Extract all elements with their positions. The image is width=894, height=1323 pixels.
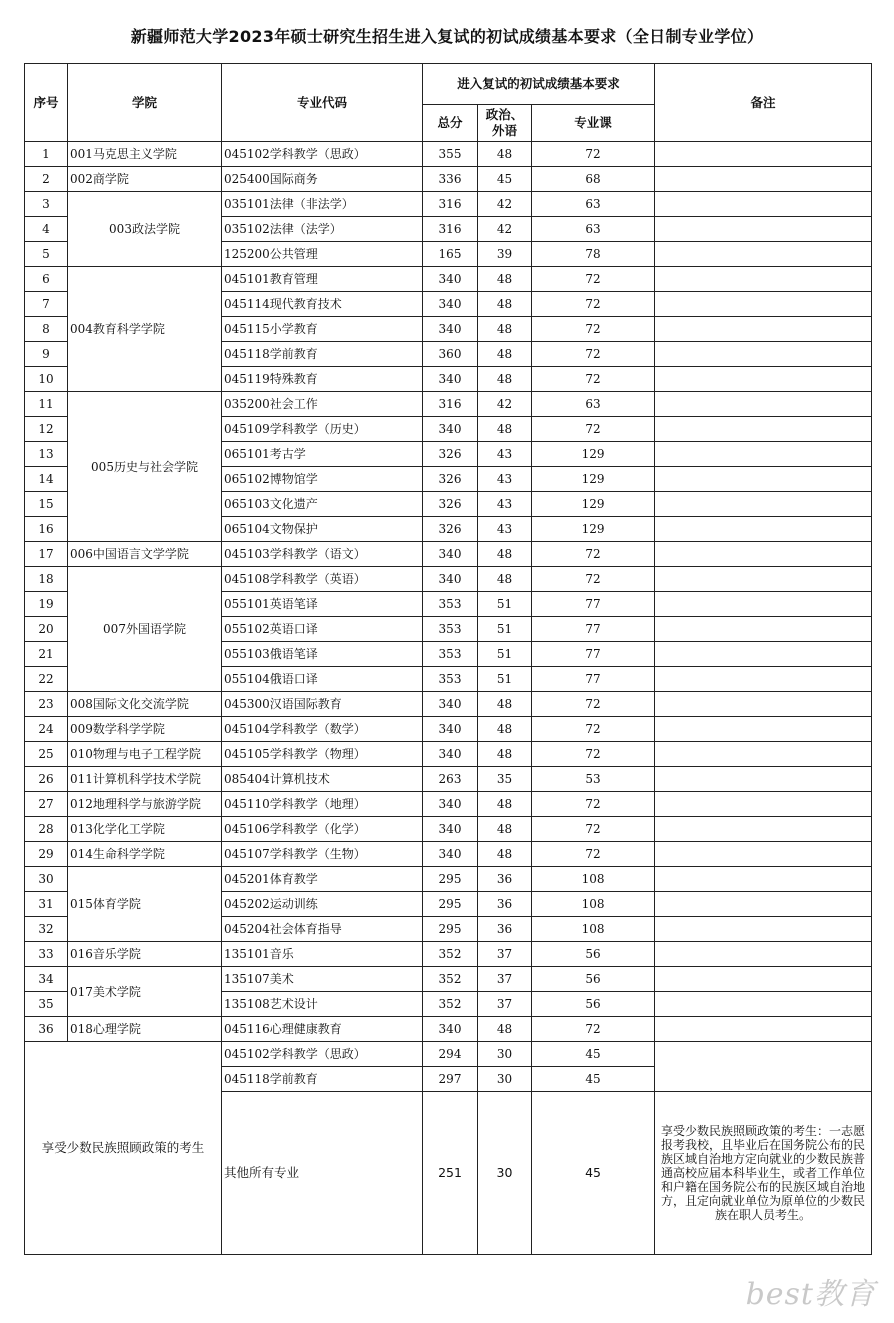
row-remark [655,617,872,642]
header-seq: 序号 [25,64,68,142]
row-seq: 23 [25,692,68,717]
row-seq: 17 [25,542,68,567]
row-major-course: 56 [532,967,655,992]
row-major-course: 72 [532,417,655,442]
row-major-course: 68 [532,167,655,192]
row-major-course: 72 [532,367,655,392]
row-major-course: 63 [532,192,655,217]
row-major-course: 78 [532,242,655,267]
table-row [25,692,872,717]
row-major-course: 56 [532,942,655,967]
row-total: 353 [423,592,478,617]
header-requirements: 进入复试的初试成绩基本要求 [423,64,655,105]
row-total: 165 [423,242,478,267]
row-remark [655,292,872,317]
row-major-code: 045105学科教学（物理） [222,742,423,767]
row-total: 295 [423,892,478,917]
minority-remark-empty [655,1042,872,1092]
minority-total: 297 [423,1067,478,1092]
row-seq: 30 [25,867,68,892]
row-seq: 6 [25,267,68,292]
row-college: 014生命科学学院 [68,842,222,867]
row-remark [655,542,872,567]
minority-politics-foreign: 30 [478,1092,532,1255]
minority-major-code: 其他所有专业 [222,1092,423,1255]
table-row [25,767,872,792]
row-major-code: 045102学科教学（思政） [222,142,423,167]
row-total: 336 [423,167,478,192]
row-remark [655,992,872,1017]
row-seq: 9 [25,342,68,367]
table-row [25,567,872,592]
row-politics-foreign: 42 [478,192,532,217]
row-major-course: 56 [532,992,655,1017]
row-remark [655,392,872,417]
header-major-code: 专业代码 [222,64,423,142]
row-college: 007外国语学院 [68,567,222,692]
row-seq: 11 [25,392,68,417]
row-major-course: 72 [532,742,655,767]
row-total: 326 [423,467,478,492]
row-major-code: 045119特殊教育 [222,367,423,392]
row-college: 001马克思主义学院 [68,142,222,167]
row-major-code: 045101教育管理 [222,267,423,292]
row-remark [655,442,872,467]
row-total: 352 [423,942,478,967]
row-major-course: 129 [532,492,655,517]
row-major-code: 065104文物保护 [222,517,423,542]
row-politics-foreign: 48 [478,792,532,817]
row-remark [655,517,872,542]
row-politics-foreign: 48 [478,567,532,592]
row-college: 013化学化工学院 [68,817,222,842]
row-seq: 7 [25,292,68,317]
row-total: 340 [423,317,478,342]
row-seq: 24 [25,717,68,742]
row-politics-foreign: 37 [478,967,532,992]
row-college: 009数学科学学院 [68,717,222,742]
row-remark [655,692,872,717]
row-seq: 22 [25,667,68,692]
row-total: 340 [423,417,478,442]
row-politics-foreign: 48 [478,1017,532,1042]
row-politics-foreign: 43 [478,517,532,542]
row-total: 355 [423,142,478,167]
minority-policy-note: 享受少数民族照顾政策的考生：一志愿报考我校，且毕业后在国务院公布的民族区域自治地方定向就业的少数民族普通高校应届本科毕业生，或者工作单位和户籍在国务院公布的民族区域自治地方，且定向就业单位为原单位的少数民族在职人员考生。 [655,1092,872,1255]
row-politics-foreign: 43 [478,467,532,492]
row-remark [655,167,872,192]
row-major-course: 72 [532,792,655,817]
table-row [25,1017,872,1042]
row-major-code: 065101考古学 [222,442,423,467]
row-major-code: 045116心理健康教育 [222,1017,423,1042]
row-major-course: 108 [532,867,655,892]
row-major-course: 129 [532,442,655,467]
row-seq: 33 [25,942,68,967]
row-total: 340 [423,542,478,567]
row-seq: 1 [25,142,68,167]
row-college: 004教育科学学院 [68,267,222,392]
row-major-code: 045202运动训练 [222,892,423,917]
header-politics-foreign: 政治、外语 [478,105,532,142]
table-row [25,792,872,817]
row-college: 010物理与电子工程学院 [68,742,222,767]
row-remark [655,717,872,742]
minority-row [25,1042,872,1067]
row-politics-foreign: 51 [478,667,532,692]
row-total: 340 [423,367,478,392]
row-seq: 32 [25,917,68,942]
row-politics-foreign: 37 [478,992,532,1017]
row-total: 326 [423,492,478,517]
row-seq: 35 [25,992,68,1017]
row-major-code: 045115小学教育 [222,317,423,342]
header-college: 学院 [68,64,222,142]
row-remark [655,242,872,267]
row-major-code: 045204社会体育指导 [222,917,423,942]
row-college: 018心理学院 [68,1017,222,1042]
row-politics-foreign: 48 [478,842,532,867]
table-body [25,142,872,1255]
header-total: 总分 [423,105,478,142]
row-politics-foreign: 43 [478,442,532,467]
row-seq: 27 [25,792,68,817]
table-row [25,817,872,842]
row-seq: 5 [25,242,68,267]
row-politics-foreign: 35 [478,767,532,792]
row-politics-foreign: 48 [478,317,532,342]
row-total: 340 [423,842,478,867]
row-politics-foreign: 37 [478,942,532,967]
row-major-code: 065103文化遗产 [222,492,423,517]
row-major-code: 045109学科教学（历史） [222,417,423,442]
row-college: 003政法学院 [68,192,222,267]
table-row [25,167,872,192]
table-row [25,392,872,417]
row-politics-foreign: 36 [478,917,532,942]
row-total: 360 [423,342,478,367]
row-politics-foreign: 48 [478,717,532,742]
row-remark [655,867,872,892]
row-remark [655,267,872,292]
row-remark [655,417,872,442]
row-total: 340 [423,692,478,717]
table-row [25,717,872,742]
row-seq: 18 [25,567,68,592]
row-remark [655,642,872,667]
row-major-course: 72 [532,342,655,367]
row-total: 295 [423,917,478,942]
row-politics-foreign: 36 [478,867,532,892]
row-remark [655,817,872,842]
row-major-code: 135108艺术设计 [222,992,423,1017]
table-row [25,867,872,892]
row-major-course: 72 [532,542,655,567]
row-major-course: 72 [532,692,655,717]
row-politics-foreign: 43 [478,492,532,517]
row-total: 316 [423,192,478,217]
minority-total: 251 [423,1092,478,1255]
row-major-course: 63 [532,217,655,242]
row-major-course: 77 [532,592,655,617]
row-remark [655,892,872,917]
row-politics-foreign: 48 [478,342,532,367]
row-total: 316 [423,392,478,417]
row-politics-foreign: 48 [478,692,532,717]
minority-major-course: 45 [532,1042,655,1067]
row-total: 352 [423,967,478,992]
row-college: 002商学院 [68,167,222,192]
row-major-code: 045103学科教学（语文） [222,542,423,567]
row-politics-foreign: 42 [478,392,532,417]
row-college: 016音乐学院 [68,942,222,967]
row-seq: 28 [25,817,68,842]
row-major-course: 108 [532,892,655,917]
row-remark [655,792,872,817]
row-major-code: 065102博物馆学 [222,467,423,492]
row-total: 326 [423,517,478,542]
row-remark [655,567,872,592]
row-remark [655,917,872,942]
row-remark [655,192,872,217]
row-total: 295 [423,867,478,892]
header-major-course: 专业课 [532,105,655,142]
row-total: 326 [423,442,478,467]
row-major-code: 035200社会工作 [222,392,423,417]
minority-total: 294 [423,1042,478,1067]
row-college: 011计算机科学技术学院 [68,767,222,792]
header-remark: 备注 [655,64,872,142]
row-remark [655,342,872,367]
table-row [25,542,872,567]
row-total: 263 [423,767,478,792]
row-major-code: 045300汉语国际教育 [222,692,423,717]
row-major-code: 045104学科教学（数学） [222,717,423,742]
row-politics-foreign: 51 [478,642,532,667]
row-seq: 14 [25,467,68,492]
row-remark [655,367,872,392]
row-total: 316 [423,217,478,242]
table-row [25,267,872,292]
row-total: 340 [423,267,478,292]
row-major-course: 72 [532,292,655,317]
row-major-code: 055103俄语笔译 [222,642,423,667]
table-row [25,192,872,217]
row-remark [655,467,872,492]
row-seq: 4 [25,217,68,242]
row-college: 015体育学院 [68,867,222,942]
row-major-course: 72 [532,317,655,342]
row-major-code: 045106学科教学（化学） [222,817,423,842]
row-seq: 31 [25,892,68,917]
page-title: 新疆师范大学2023年硕士研究生招生进入复试的初试成绩基本要求（全日制专业学位） [130,27,764,46]
row-politics-foreign: 48 [478,417,532,442]
row-major-course: 77 [532,617,655,642]
minority-major-code: 045118学前教育 [222,1067,423,1092]
table-row [25,942,872,967]
row-politics-foreign: 48 [478,742,532,767]
row-total: 340 [423,1017,478,1042]
row-major-code: 085404计算机技术 [222,767,423,792]
row-major-code: 055104俄语口译 [222,667,423,692]
row-seq: 8 [25,317,68,342]
row-remark [655,667,872,692]
row-college: 017美术学院 [68,967,222,1017]
row-remark [655,142,872,167]
watermark-logo: best教育 [745,1277,876,1312]
row-total: 352 [423,992,478,1017]
row-politics-foreign: 51 [478,617,532,642]
row-major-course: 108 [532,917,655,942]
row-major-course: 72 [532,267,655,292]
row-major-course: 72 [532,1017,655,1042]
row-major-course: 53 [532,767,655,792]
row-major-code: 045107学科教学（生物） [222,842,423,867]
minority-major-course: 45 [532,1092,655,1255]
row-major-code: 045108学科教学（英语） [222,567,423,592]
row-major-course: 77 [532,667,655,692]
row-remark [655,592,872,617]
row-college: 012地理科学与旅游学院 [68,792,222,817]
row-total: 340 [423,717,478,742]
row-college: 005历史与社会学院 [68,392,222,542]
row-remark [655,767,872,792]
row-politics-foreign: 45 [478,167,532,192]
row-seq: 16 [25,517,68,542]
row-seq: 13 [25,442,68,467]
minority-label: 享受少数民族照顾政策的考生 [25,1042,222,1255]
row-remark [655,942,872,967]
row-politics-foreign: 51 [478,592,532,617]
minority-major-course: 45 [532,1067,655,1092]
row-remark [655,742,872,767]
row-seq: 2 [25,167,68,192]
row-major-code: 035101法律（非法学） [222,192,423,217]
score-table [24,63,872,1255]
minority-major-code: 045102学科教学（思政） [222,1042,423,1067]
row-total: 340 [423,792,478,817]
row-politics-foreign: 48 [478,542,532,567]
minority-politics-foreign: 30 [478,1042,532,1067]
row-seq: 15 [25,492,68,517]
row-seq: 29 [25,842,68,867]
row-seq: 10 [25,367,68,392]
row-major-course: 72 [532,142,655,167]
row-seq: 19 [25,592,68,617]
row-total: 340 [423,817,478,842]
row-total: 353 [423,667,478,692]
row-major-code: 045110学科教学（地理） [222,792,423,817]
row-remark [655,842,872,867]
row-major-code: 045118学前教育 [222,342,423,367]
row-seq: 20 [25,617,68,642]
row-politics-foreign: 42 [478,217,532,242]
row-remark [655,217,872,242]
row-major-code: 025400国际商务 [222,167,423,192]
row-major-course: 72 [532,842,655,867]
row-seq: 36 [25,1017,68,1042]
table-row [25,742,872,767]
row-total: 340 [423,742,478,767]
row-politics-foreign: 48 [478,142,532,167]
row-remark [655,967,872,992]
row-major-course: 77 [532,642,655,667]
row-major-code: 055102英语口译 [222,617,423,642]
row-major-code: 055101英语笔译 [222,592,423,617]
row-seq: 25 [25,742,68,767]
row-major-course: 72 [532,717,655,742]
table-row [25,142,872,167]
row-major-course: 129 [532,517,655,542]
table-row [25,967,872,992]
row-major-course: 72 [532,817,655,842]
row-politics-foreign: 48 [478,367,532,392]
row-total: 340 [423,292,478,317]
row-seq: 26 [25,767,68,792]
row-major-course: 72 [532,567,655,592]
row-politics-foreign: 36 [478,892,532,917]
row-politics-foreign: 39 [478,242,532,267]
row-seq: 3 [25,192,68,217]
row-major-code: 035102法律（法学） [222,217,423,242]
row-politics-foreign: 48 [478,292,532,317]
row-major-code: 045114现代教育技术 [222,292,423,317]
row-major-course: 63 [532,392,655,417]
row-politics-foreign: 48 [478,817,532,842]
row-remark [655,492,872,517]
row-total: 353 [423,617,478,642]
row-major-code: 125200公共管理 [222,242,423,267]
row-major-code: 135107美术 [222,967,423,992]
row-major-course: 129 [532,467,655,492]
row-seq: 21 [25,642,68,667]
row-major-code: 135101音乐 [222,942,423,967]
table-row [25,842,872,867]
row-seq: 12 [25,417,68,442]
row-total: 340 [423,567,478,592]
row-total: 353 [423,642,478,667]
row-seq: 34 [25,967,68,992]
row-remark [655,1017,872,1042]
row-college: 008国际文化交流学院 [68,692,222,717]
row-politics-foreign: 48 [478,267,532,292]
row-college: 006中国语言文学学院 [68,542,222,567]
row-remark [655,317,872,342]
row-major-code: 045201体育教学 [222,867,423,892]
minority-politics-foreign: 30 [478,1067,532,1092]
